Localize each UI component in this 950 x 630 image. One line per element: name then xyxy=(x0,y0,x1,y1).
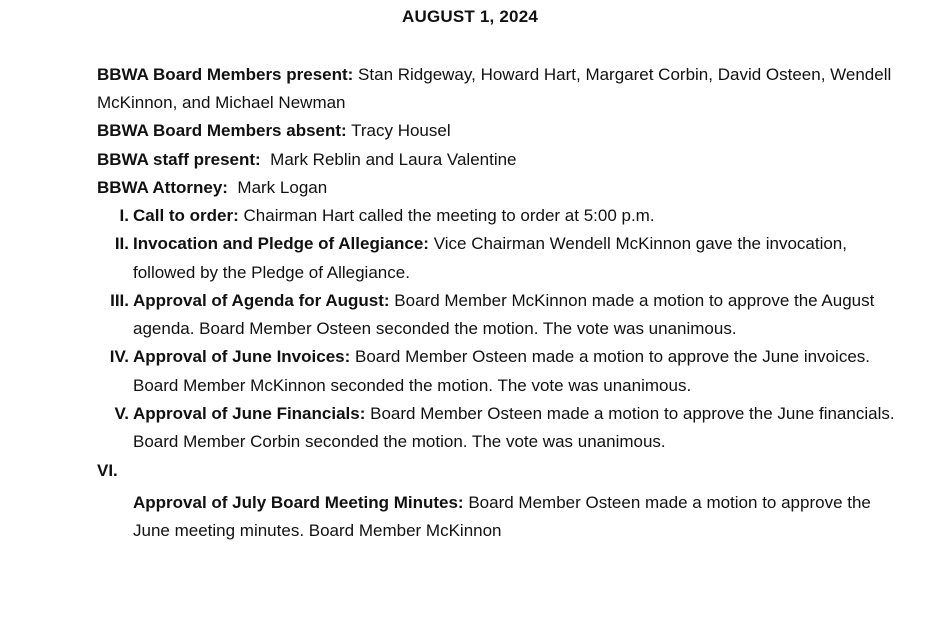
item-title: Approval of July Board Meeting Minutes: xyxy=(133,492,464,512)
item-body: Board Member McKinnon made a motion to approve the August agenda. Board Member Osteen seconded the motion. The vote was unanimous. xyxy=(133,290,875,339)
item-numeral: III. xyxy=(110,290,129,310)
agenda-item-5 xyxy=(97,400,897,457)
agenda-item-6 xyxy=(97,457,897,546)
attorney-line xyxy=(97,174,897,202)
staff-present-value: Mark Reblin and Laura Valentine xyxy=(270,149,517,169)
agenda-item-1 xyxy=(97,202,897,230)
staff-present-line xyxy=(97,146,897,174)
agenda-item-4 xyxy=(97,343,897,400)
item-numeral: I. xyxy=(119,206,129,225)
members-absent-line xyxy=(97,117,897,145)
item-title: Invocation and Pledge of Allegiance: xyxy=(133,234,429,254)
item-numeral: II. xyxy=(114,234,129,254)
item-title: Approval of Agenda for August: xyxy=(133,290,390,310)
attorney-label: BBWA Attorney: xyxy=(97,177,228,197)
item-body: Board Member Osteen made a motion to approve the June meeting minutes. Board Member McKinnon xyxy=(133,492,871,541)
item-content xyxy=(133,489,897,546)
item-numeral: V. xyxy=(114,404,129,424)
item-title: Approval of June Invoices: xyxy=(133,347,351,367)
date-heading: AUGUST 1, 2024 xyxy=(401,7,539,26)
agenda-item-2 xyxy=(97,230,897,287)
members-absent-value: Tracy Housel xyxy=(351,121,451,141)
staff-present-label: BBWA staff present: xyxy=(97,149,261,169)
members-absent-label: BBWA Board Members absent: xyxy=(97,121,347,141)
agenda-item-3 xyxy=(97,287,897,344)
item-body: Vice Chairman Wendell McKinnon gave the invocation, followed by the Pledge of Allegiance. xyxy=(133,234,847,282)
item-body: Board Member Osteen made a motion to approve the June financials. Board Member Corbin seconded the motion. The vote was unanimous. xyxy=(133,404,895,452)
agenda-items-list xyxy=(97,202,897,546)
item-title: Call to order: xyxy=(133,206,239,225)
item-title: Approval of June Financials: xyxy=(133,404,366,424)
members-present-value: Stan Ridgeway, Howard Hart, Margaret Corbin, David Osteen, Wendell McKinnon, and Michael Newman xyxy=(97,65,892,113)
item-body: Board Member Osteen made a motion to approve the June invoices. Board Member McKinnon seconded the motion. The vote was unanimous. xyxy=(133,347,871,395)
item-numeral: IV. xyxy=(109,347,129,367)
attendance-block xyxy=(97,61,897,202)
members-present-line xyxy=(97,61,897,117)
item-body: Chairman Hart called the meeting to order at 5:00 p.m. xyxy=(243,206,655,225)
members-present-label: BBWA Board Members present: xyxy=(97,65,354,84)
attorney-value: Mark Logan xyxy=(237,177,328,197)
item-numeral: VI. xyxy=(97,460,118,480)
